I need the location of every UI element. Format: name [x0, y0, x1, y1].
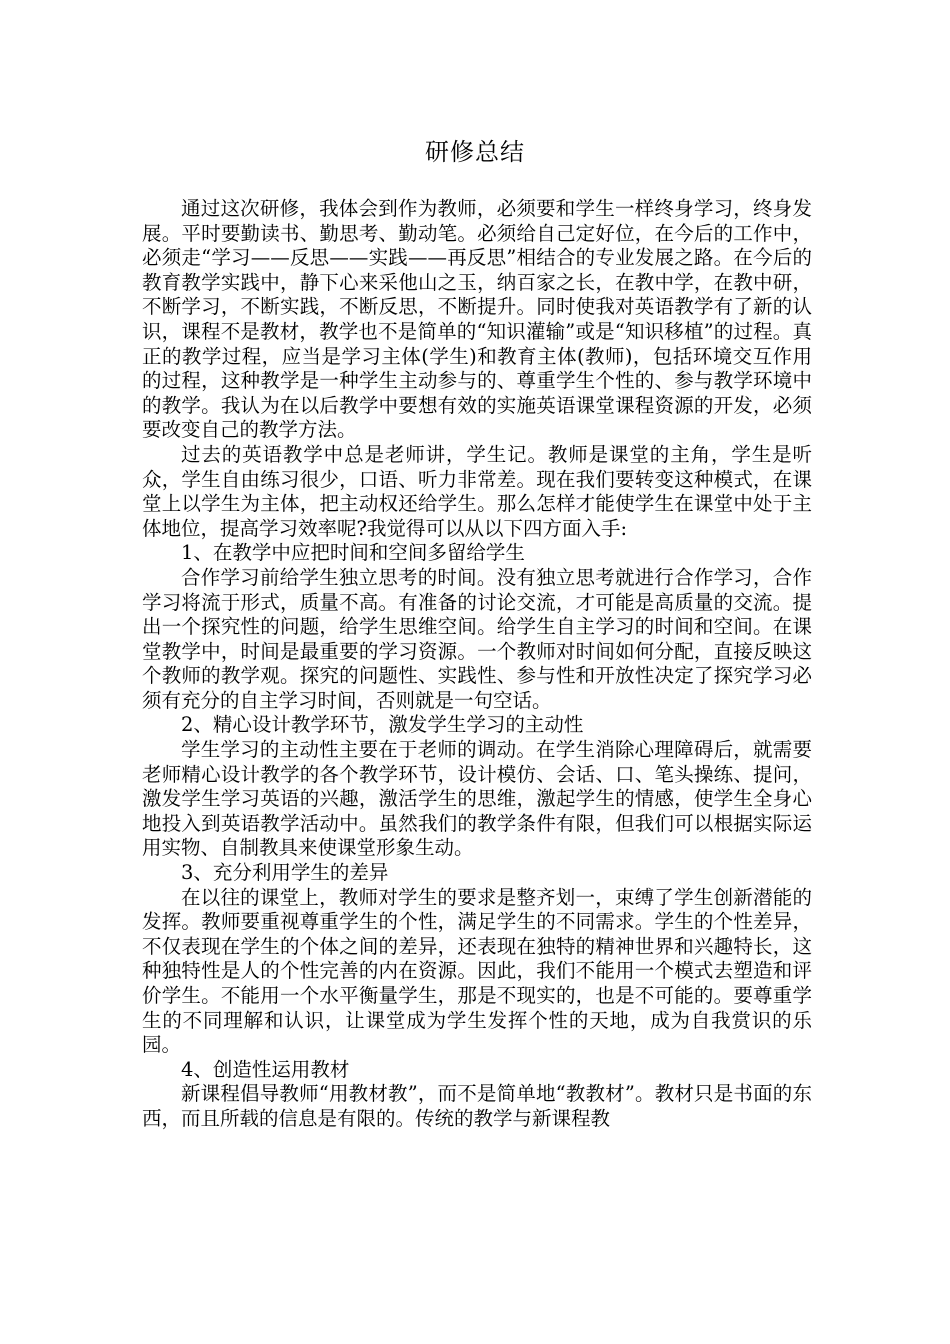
paragraph-intro: 通过这次研修，我体会到作为教师，必须要和学生一样终身学习，终身发展。平时要勤读书、勤思考、勤动笔。必须给自己定好位，在今后的工作中，必须走“学习——反思——实践——再反思”相结合的专业发展之路。在今后的教育教学实践中，静下心来采他山之玉，纳百家之长，在教中学，在教中研，不断学习，不断实践，不断反思，不断提升。同时使我对英语教学有了新的认识，课程不是教材，教学也不是简单的“知识灌输”或是“知识移植”的过程。真正的教学过程，应当是学习主体(学生)和教育主体(教师)，包括环境交互作用的过程，这种教学是一种学生主动参与的、尊重学生个性的、参与教学环境中的教学。我认为在以后教学中要想有效的实施英语课堂课程资源的开发，必须要改变自己的教学方法。	[142, 197, 812, 442]
paragraph-section-2: 学生学习的主动性主要在于老师的调动。在学生消除心理障碍后，就需要老师精心设计教学的各个教学环节，设计模仿、会话、口、笔头操练、提问，激发学生学习英语的兴趣，激活学生的思维，激起学生的情感，使学生全身心地投入到英语教学活动中。虽然我们的教学条件有限，但我们可以根据实际运用实物、自制教具来使课堂形象生动。	[142, 738, 812, 860]
paragraph-section-4: 新课程倡导教师“用教材教”，而不是简单地“教教材”。教材只是书面的东西，而且所载的信息是有限的。传统的教学与新课程教	[142, 1082, 812, 1130]
section-heading-2: 2、精心设计教学环节，激发学生学习的主动性	[181, 713, 584, 737]
document-body	[142, 197, 812, 1132]
section-heading-4: 4、创造性运用教材	[181, 1057, 350, 1081]
section-heading-1: 1、在教学中应把时间和空间多留给学生	[181, 541, 525, 565]
document-title: 研修总结	[425, 138, 525, 166]
section-heading-3: 3、充分利用学生的差异	[181, 861, 389, 885]
paragraph-section-3: 在以往的课堂上，教师对学生的要求是整齐划一，束缚了学生创新潜能的发挥。教师要重视尊重学生的个性，满足学生的不同需求。学生的个性差异，不仅表现在学生的个体之间的差异，还表现在独特的精神世界和兴趣特长，这种独特性是人的个性完善的内在资源。因此，我们不能用一个模式去塑造和评价学生。不能用一个水平衡量学生，那是不现实的，也是不可能的。要尊重学生的不同理解和认识，让课堂成为学生发挥个性的天地，成为自我赏识的乐园。	[142, 885, 812, 1057]
paragraph-section-1: 合作学习前给学生独立思考的时间。没有独立思考就进行合作学习，合作学习将流于形式，质量不高。有准备的讨论交流，才可能是高质量的交流。提出一个探究性的问题，给学生思维空间。给学生自主学习的时间和空间。在课堂教学中，时间是最重要的学习资源。一个教师对时间如何分配，直接反映这个教师的教学观。探究的问题性、实践性、参与性和开放性决定了探究学习必须有充分的自主学习时间，否则就是一句空话。	[142, 565, 812, 712]
paragraph-past-teaching: 过去的英语教学中总是老师讲，学生记。教师是课堂的主角，学生是听众，学生自由练习很少，口语、听力非常差。现在我们要转变这种模式，在课堂上以学生为主体，把主动权还给学生。那么怎样才能使学生在课堂中处于主体地位，提高学习效率呢?我觉得可以从以下四方面入手:	[142, 442, 812, 540]
